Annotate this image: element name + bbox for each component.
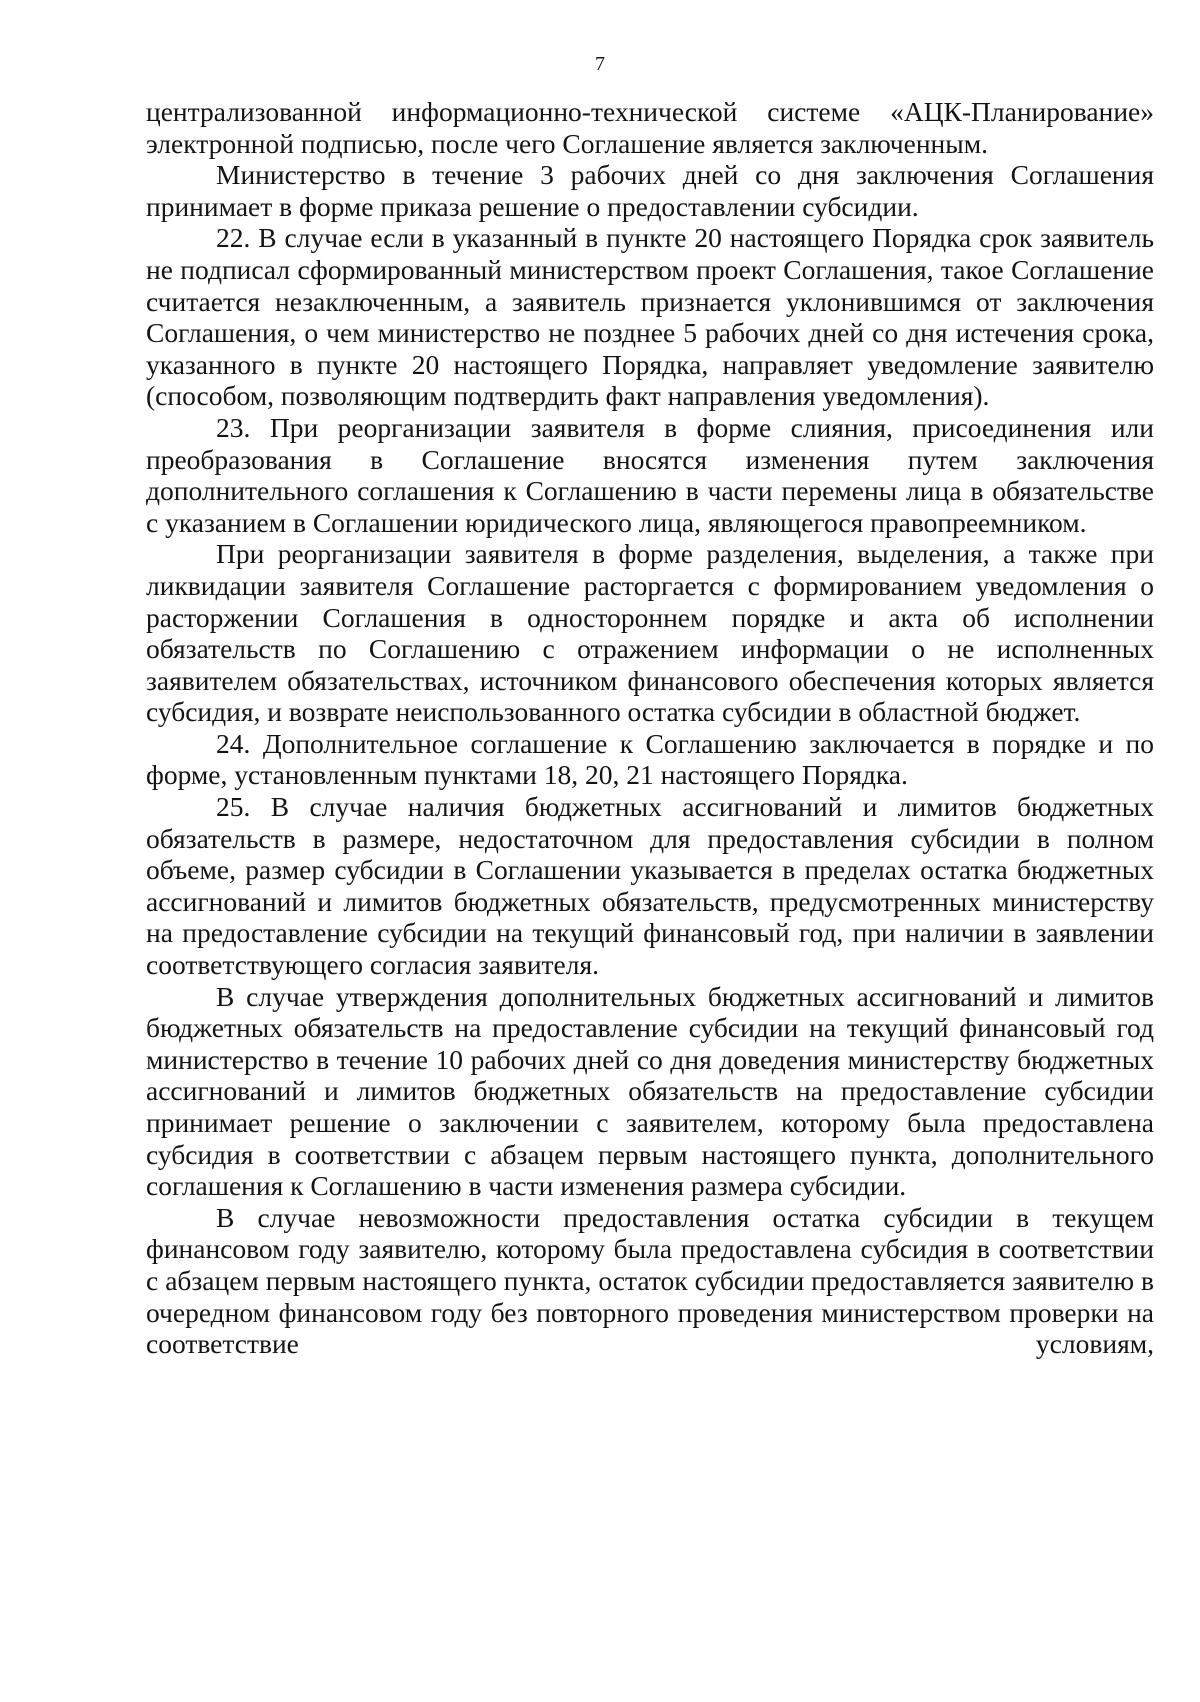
paragraph-item-23: 23. При реорганизации заявителя в форме слияния, присоединения или преобразования в Соглашение вносятся изменения путем заключения дополнительного соглашения к Соглашению в части перемены лица в обязательстве с указанием в Соглашении юридического лица, являющегося правопреемником. bbox=[146, 411, 1154, 538]
paragraph-continuation: централизованной информационно-технической системе «АЦК-Планирование» электронной подписью, после чего Соглашение является заключенным. bbox=[146, 96, 1154, 159]
paragraph-item-22: 22. В случае если в указанный в пункте 20 настоящего Порядка срок заявитель не подписал сформированный министерством проект Соглашения, такое Соглашение считается незаключенным, а заявитель признается уклонившимся от заключения Соглашения, о чем министерство не позднее 5 рабочих дней со дня истечения срока, указанного в пункте 20 настоящего Порядка, направляет уведомление заявителю (способом, позволяющим подтвердить факт направления уведомления). bbox=[146, 222, 1154, 412]
paragraph-remaining-subsidy: В случае невозможности предоставления остатка субсидии в текущем финансовом году заявителю, которому была предоставлена субсидия в соответствии с абзацем первым настоящего пункта, остаток субсидии предоставляется заявителю в очередном финансовом году без повторного проведения министерством проверки на соответствие условиям, bbox=[146, 1201, 1154, 1360]
paragraph-item-24: 24. Дополнительное соглашение к Соглашению заключается в порядке и по форме, установленным пунктами 18, 20, 21 настоящего Порядка. bbox=[146, 727, 1154, 791]
paragraph-item-25: 25. В случае наличия бюджетных ассигнований и лимитов бюджетных обязательств в размере, недостаточном для предоставления субсидии в полном объеме, размер субсидии в Соглашении указывается в пределах остатка бюджетных ассигнований и лимитов бюджетных обязательств, предусмотренных министерству на предоставление субсидии на текущий финансовый год, при наличии в заявлении соответствующего согласия заявителя. bbox=[146, 791, 1154, 981]
paragraph-ministry-decision: Министерство в течение 3 рабочих дней со дня заключения Соглашения принимает в форме приказа решение о предоставлении субсидии. bbox=[146, 159, 1154, 222]
paragraph-reorganization-division: При реорганизации заявителя в форме разделения, выделения, а также при ликвидации заявителя Соглашение расторгается с формированием уведомления о расторжении Соглашения в одностороннем порядке и акта об исполнении обязательств по Соглашению с отражением информации о не исполненных заявителем обязательствах, источником финансового обеспечения которых является субсидия, и возврате неиспользованного остатка субсидии в областной бюджет. bbox=[146, 538, 1154, 728]
document-body bbox=[146, 96, 1154, 1360]
paragraph-additional-allocations: В случае утверждения дополнительных бюджетных ассигнований и лимитов бюджетных обязательств на предоставление субсидии на текущий финансовый год министерство в течение 10 рабочих дней со дня доведения министерству бюджетных ассигнований и лимитов бюджетных обязательств на предоставление субсидии принимает решение о заключении с заявителем, которому была предоставлена субсидия в соответствии с абзацем первым настоящего пункта, дополнительного соглашения к Соглашению в части изменения размера субсидии. bbox=[146, 980, 1154, 1202]
page-number: 7 bbox=[595, 53, 605, 75]
